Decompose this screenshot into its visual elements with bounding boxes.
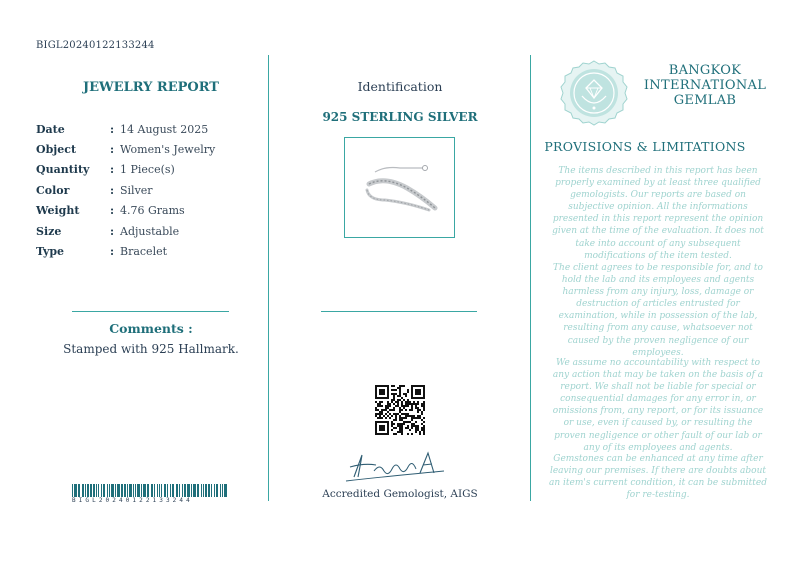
spec-value: Bracelet [120, 245, 168, 259]
spec-label: Object [36, 143, 77, 157]
spec-label: Color [36, 183, 70, 197]
identification-value: 925 STERLING SILVER [322, 110, 478, 124]
spec-colon: : [110, 224, 115, 238]
provisions-paragraph: We assume no accountability with respect to any action that may be taken on the basis of a report. We shall not be liable for special or consequential damages for any error in, or omissions from, any report, or for its issuance or use, even if caused by, or resulting the proven negligence or other fault of our lab or any of its employees and agents. [552, 358, 764, 453]
spec-colon: : [110, 204, 115, 218]
spec-row-color [36, 180, 251, 200]
barcode [72, 484, 229, 497]
spec-row-weight [36, 201, 251, 221]
report-title: JEWELRY REPORT [83, 80, 219, 95]
spec-row-date [36, 119, 251, 139]
bracelet-photo [344, 137, 455, 238]
spec-label: Date [36, 122, 65, 136]
qr-code-icon[interactable] [375, 385, 425, 435]
spec-colon: : [110, 122, 115, 136]
barcode-bar [227, 484, 228, 497]
identification-label: Identification [357, 79, 443, 94]
spec-row-size [36, 221, 251, 241]
comments-text: Stamped with 925 Hallmark. [63, 342, 239, 356]
spec-row-object [36, 139, 251, 159]
spec-colon: : [110, 183, 115, 197]
provisions-title: PROVISIONS & LIMITATIONS [544, 139, 746, 154]
center-rule [321, 311, 477, 312]
spec-table [36, 119, 251, 262]
left-rule [72, 311, 229, 312]
spec-row-quantity [36, 160, 251, 180]
spec-label: Quantity [36, 163, 90, 177]
lab-name-line: GEMLAB [673, 93, 737, 108]
spec-colon: : [110, 143, 115, 157]
provisions-paragraph: The client agrees to be responsible for, and to hold the lab and its employees and agents harmless from any injury, loss, damage or destruction of articles entrusted for examination, while in possession of the lab, resulting from any cause, whatsoever not caused by the proven negligence of our employees. [553, 263, 763, 358]
comments-title: Comments : [109, 321, 193, 336]
lab-name [640, 63, 770, 108]
spec-value: 14 August 2025 [120, 122, 209, 136]
bracelet-icon [345, 138, 454, 237]
spec-value: Silver [120, 183, 153, 197]
lab-name-line: INTERNATIONAL [643, 78, 767, 93]
spec-label: Type [36, 245, 65, 259]
spec-label: Size [36, 224, 62, 238]
spec-value: 4.76 Grams [120, 204, 185, 218]
spec-colon: : [110, 163, 115, 177]
barcode-number: BIGL20240122133244 [72, 497, 193, 504]
divider-left [268, 55, 269, 501]
gemlab-seal-logo-icon [558, 58, 630, 130]
provisions-paragraph: Gemstones can be enhanced at any time after leaving our premises. If there are doubts about an item's current condition, it can be submitted for re-testing. [549, 454, 767, 501]
lab-name-line: BANGKOK [668, 63, 742, 78]
spec-value: Adjustable [120, 224, 180, 238]
divider-right [530, 55, 531, 501]
spec-value: Women's Jewelry [120, 143, 216, 157]
accredited-gemologist: Accredited Gemologist, AIGS [322, 488, 478, 500]
report-number: BIGL20240122133244 [36, 40, 155, 51]
spec-colon: : [110, 245, 115, 259]
spec-row-type [36, 241, 251, 261]
provisions-paragraph: The items described in this report has been properly examined by at least three qualified gemologists. Our reports are based on subjective opinion. All the informations presented in this report represent the opinion given at the time of the evaluation. It does not take into account of any subsequent modifications of the item tested. [552, 166, 764, 261]
spec-label: Weight [36, 204, 80, 218]
signature [340, 447, 460, 487]
spec-value: 1 Piece(s) [120, 163, 175, 177]
